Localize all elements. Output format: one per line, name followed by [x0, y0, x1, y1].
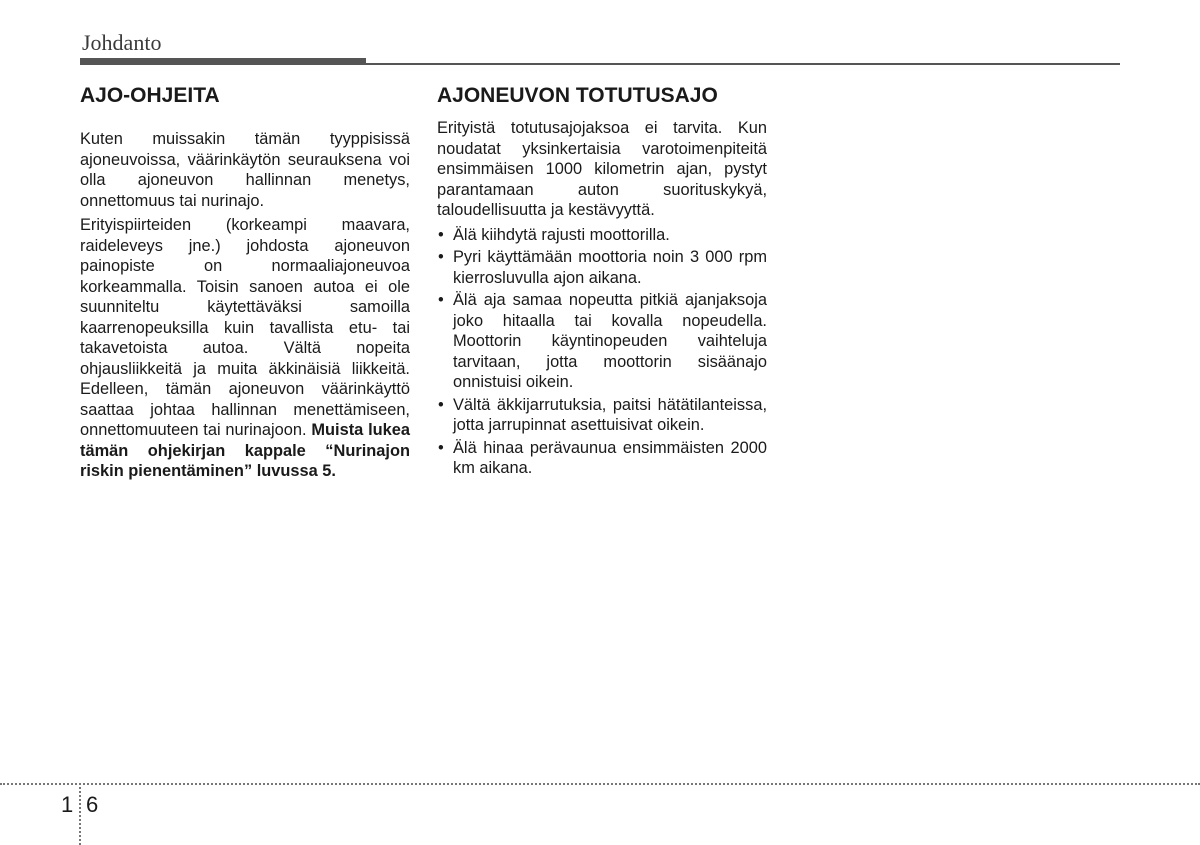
page-number: 6	[86, 792, 99, 817]
paragraph: Erityistä totutusajojaksoa ei tarvita. Kun noudatat yksinkertaisia varotoimenpiteitä ensimmäisen 1000 kilometrin ajan, pystyt parantamaan auton suorituskykyä, taloudellisuutta ja kestävyyttä.	[437, 119, 767, 219]
list-item: • Vältä äkkijarrutuksia, paitsi hätätilanteissa, jotta jarrupinnat asettuisivat oikein.	[437, 395, 767, 436]
paragraph-bold-note: Muista lukea tämän ohjekirjan kappale “Nurinajon riskin pienentäminen” luvussa 5.	[80, 421, 410, 480]
list-item: • Älä hinaa perävaunua ensimmäisten 2000 km aikana.	[437, 438, 767, 479]
header-rule-thick	[80, 58, 366, 65]
header-rule-thin	[366, 63, 1120, 65]
footer-divider	[0, 783, 1200, 785]
bullet-list	[437, 225, 767, 479]
list-item: • Älä aja samaa nopeutta pitkiä ajanjaksoja joko hitaalla tai kovalla nopeudella. Moottorin käyntinopeuden vaihteluja tarvitaan, jotta moottorin sisäänajo onnistuisi oikein.	[437, 290, 767, 393]
left-column	[80, 82, 410, 486]
paragraph: Kuten muissakin tämän tyyppisissä ajoneuvoissa, väärinkäytön seurauksena voi olla ajoneuvon hallinnan menetys, onnettomuus tai nurinajo.	[80, 130, 410, 210]
paragraph	[80, 215, 410, 482]
section-heading-break-in: AJONEUVON TOTUTUSAJO	[437, 84, 718, 107]
chapter-number: 1	[61, 792, 74, 817]
paragraph-text: Erityispiirteiden (korkeampi maavara, raideleveys jne.) johdosta ajoneuvon painopiste on normaaliajoneuvoa korkeammalla. Toisin sanoen autoa ei ole suunniteltu käytettäväksi samoilla kaarrenopeuksilla kuin tavallista etu- tai takavetoista autoa. Vältä nopeita ohjausliikkeitä ja muita äkkinäisiä liikkeitä. Edelleen, tämän ajoneuvon väärinkäyttö saattaa johtaa hallinnan menettämiseen, onnettomuuteen tai nurinajoon.	[80, 216, 410, 439]
list-item: • Älä kiihdytä rajusti moottorilla.	[437, 225, 767, 246]
section-heading-driving-instructions: AJO-OHJEITA	[80, 84, 220, 107]
list-item: • Pyri käyttämään moottoria noin 3 000 rpm kierrosluvulla ajon aikana.	[437, 247, 767, 288]
right-column	[437, 82, 767, 481]
chapter-title: Johdanto	[82, 30, 162, 55]
footer-vertical-divider	[79, 783, 81, 845]
